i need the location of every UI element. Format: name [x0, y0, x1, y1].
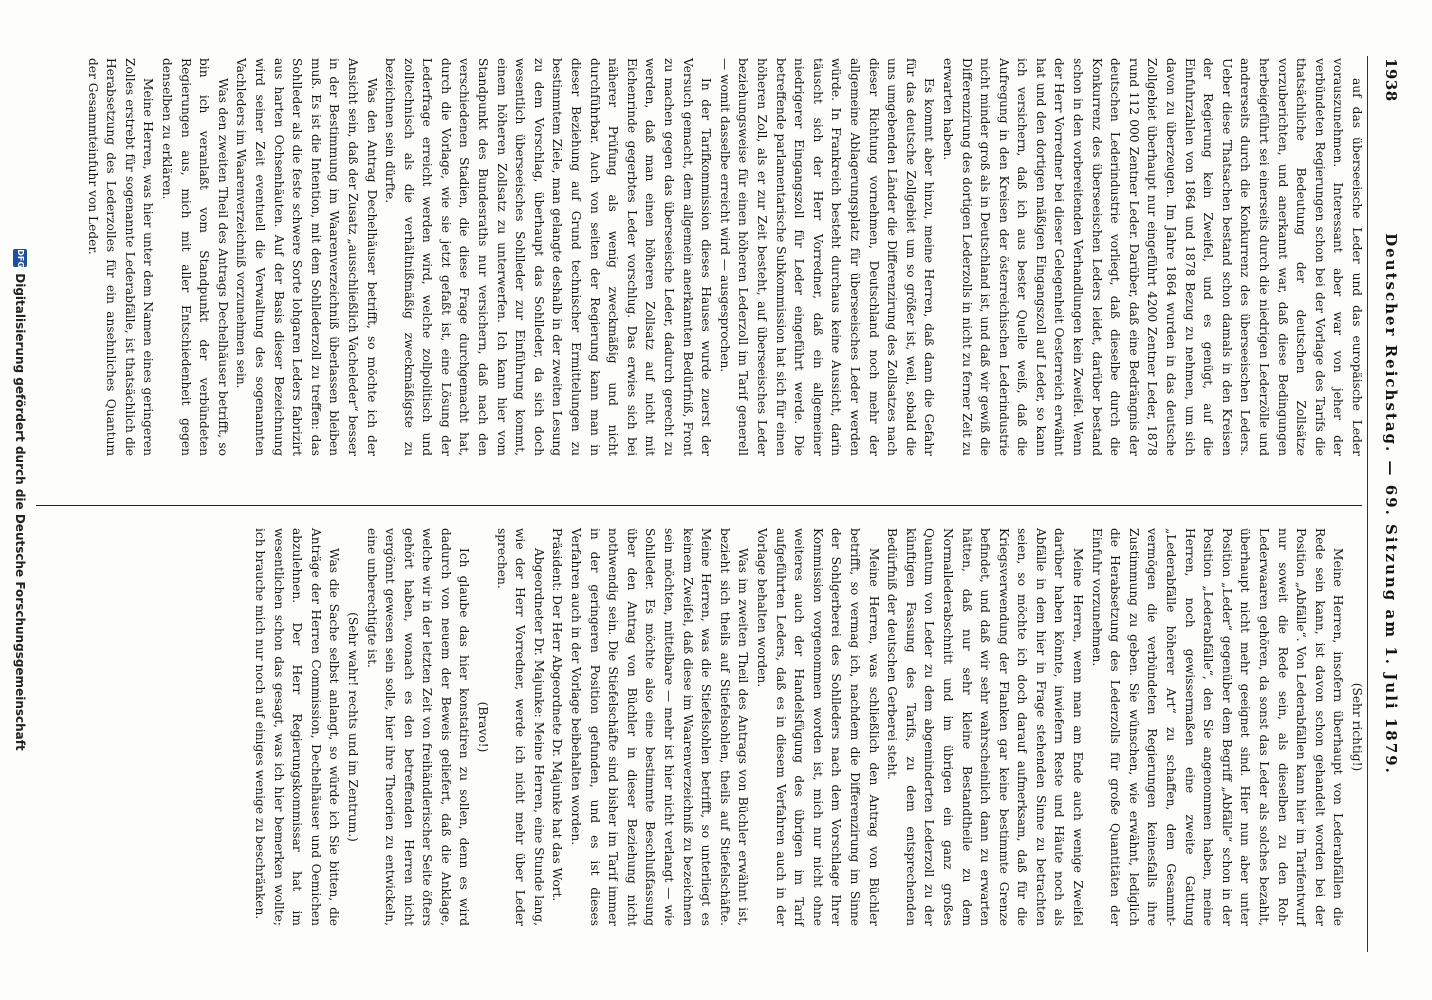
page-header	[1376, 58, 1400, 950]
paragraph: Was im zweiten Theil des Antrags von Büchler erwähnt ist, bezieht sich theils auf Stiefelsohlen, theils auf Stiefelschäfte. Meine Herren, was die Stiefelsohlen betrifft, so unterliegt es keinem Zweifel, daß diese im Waarenverzeichniß zu bezeichnen sein möchten, mittelbare — mehr ist hier nicht verlangt — wie Sohlleder. Es möchte also eine bestimmte Beschlußfassung über den Antrag von Büchler in dieser Beziehung nicht nothwendig sein. Die Stiefelschäfte sind bisher im Tarif immer in der geringeren Position gefunden, und es ist dieses Verfahren auch in der Vorlage beibehalten worden.	[569, 528, 751, 926]
interjection: (Sehr wahr! rechts und im Zentrum.)	[345, 612, 360, 842]
paragraph: In der Tarifkommission dieses Hauses wurde zuerst der Versuch gemacht, dem allgemein anerkannten Bedürfniß, Front zu machen gegen das überseeische Leder, dadurch gerecht zu werden, daß man einen höheren Zollsatz auf nicht mit Eichenrinde gegerbtes Leder vorschlug. Das erwies sich bei näherer Prüfung als wenig zweckmäßig und nicht durchführbar. Auch von seiten der Regierung kann man in dieser Beziehung auf Grund technischer Ermittelungen zu bestimmtem Ziele, man gelangte deshalb in der zweiten Lesung zu dem Vorschlag, überhaupt das Sohlleder, da sich doch wesentlich überseeisches Sohlleder zur Einführung kommt, einem höheren Zollsatz zu unterwerfen. Ich kann hier vom Standpunkt des Bundesraths nur versichern, daß nach den verschiedenen Stadien, die diese Frage durchgemacht hat, durch die Vorlage, wie sie jetzt gefaßt ist, eine Lösung der Lederfrage erreicht werden wird, welche zollpolitisch und zolltechnisch als die verhältnißmäßig zweckmäßigste zu bezeichnen sein dürfte.	[383, 58, 714, 456]
paragraph: Es kommt aber hinzu, meine Herren, daß dann die Gefahr für das deutsche Zollgebiet um so größer ist, weil, sobald die uns umgebenden Länder die Differenzirung des Zollsatzes nach dieser Richtung vornehmen, Deutschland noch mehr der allgemeine Ablagerungsplatz für überseeisches Leder werden würde. In Frankreich besteht durchaus keine Aussicht, darin täuscht sich der Herr Vorredner, daß ein allgemeiner niedrigerer Eingangszoll für Leder eingeführt werde. Die betreffende parlamentarische Subkommission hat sich für einen höheren Zoll, als er zur Zeit besteht, auf überseeisches Leder beziehungsweise für einen höheren Lederzoll im Tarif generell — womit dasselbe erreicht wird — ausgesprochen.	[717, 58, 937, 457]
paragraph: Ich glaube das hier konstatiren zu sollen, denn es wird dadurch von neuem der Beweis geliefert, daß die Anklage, welche wir in der letzten Zeit von freihändlerischer Seite öfters gehört haben, wonach es den betreffenden Herren nicht vergönnt gewesen sein solle, hier ihre Theorien zu entwickeln, eine unberechtigte ist.	[364, 528, 472, 926]
paragraph: auf das überseeische Leder und das europäische Leder vorauszunehmen. Interessant aber war von jeher der verbündeten Regierungen schon bei der Vorlage des Tarifs die thatsächliche Bedeutung der deutschen Zollsätze vorzuberichten, und anerkannt war, daß diese Bedingungen herbeigeführt sei einerseits durch die niedrigen Lederzölle und andrerseits durch die Konkurrenz des überseeischen Leders. Ueber diese Thatsachen bestand schon damals in den Kreisen der Regierung kein Zweifel, und es genügt, auf die Einfuhrzahlen von 1864 und 1878 Bezug zu nehmen, um sich davon zu überzeugen. Im Jahre 1864 wurden in das deutsche Zollgebiet überhaupt nur eingeführt 4200 Zentner Leder, 1878 rund 112 000 Zentner Leder. Darüber, daß eine Bedrängnis der deutschen Lederindustrie vorliegt, daß dieselbe durch die Konkurrenz des überseeischen Leders leidet, darüber bestand schon in den vorbereitenden Verhandlungen kein Zweifel. Wenn der Herr Vorredner bei dieser Gelegenheit Oesterreich erwähnt hat und den dortigen mäßigen Eingangszoll auf Leder, so kann ich versichern, daß ich aus bester Quelle weiß, daß die Aufregung in den Kreisen der österreichischen Lederindustrie nicht minder groß als in Deutschland ist, und daß wir gewiß die Differenzirung des dortigen Lederzolls in nicht zu ferner Zeit zu erwarten haben.	[940, 58, 1364, 456]
paragraph: Was den zweiten Theil des Antrags Dechelhäuser betrifft, so bin ich veranlaßt vom Standpunkt der verbündeten Regierungen aus, mich mit aller Entschiedenheit gegen denselben zu erklären.	[160, 58, 230, 456]
paragraph: Meine Herren, was schließlich den Antrag von Büchler betrifft, so vermag ich, nachdem die Differenzirung im Sinne der Sohlgerberei des Sohlleders nach dem Vorschlage Ihrer Kommission vorgenommen worden ist, mich nur nicht ohne weiteres auch der Handelsfügung des übrigen im Tarif aufgeführten Leders, daß es in diesem Verfahren auch in der Vorlage behalten worden.	[755, 528, 881, 926]
paragraph: Abgeordneter Dr. Majunke: Meine Herren, eine Stunde lang, wie der Herr Vorredner, werde ich nicht mehr über Leder sprechen.	[494, 528, 546, 926]
page-title: Deutscher Reichstag. — 69. Sitzung am 1. Juli 1879.	[1382, 233, 1400, 775]
paragraph: Was die Sache selbst anlangt, so würde ich Sie bitten, die Anträge der Herren Commission, Dechelhäuser und Oemichen abzulehnen. Der Herr Regierungskommissar hat im wesentlichen schon das gesagt, was ich hier bemerken wollte; ich brauche mich nur noch auf einiges wenige zu beschränken.	[252, 528, 342, 926]
speaker-line: Präsident: Der Herr Abgeordnete Dr. Majunke hat das Wort.	[550, 528, 565, 902]
interjection: (Bravo!)	[476, 701, 491, 753]
paragraph: Meine Herren, insofern überhaupt von Lederabfällen die Rede sein kann, ist davon schon gehandelt worden bei der Position „Abfälle“. Von Lederabfällen kann hier im Tarifentwurf nur soweit die Rede sein, als dieselben zu den Roh- Lederwaaren gehören, da sonst das Leder als solches bezahlt, überhaupt nicht mehr geeignet sind. Hier nun aber unter Position „Leder“ gegenüber dem Begriff „Abfälle“ schon in der Position „Lederabfälle“, den Sie angenommen haben, meine Herren, noch gewissermaßen eine zweite Gattung „Lederabfälle höherer Art“ zu schaffen, dem Gesammt- vermögen die verbündeten Regierungen keinesfalls ihre Zustimmung zu geben. Sie wünschen, wie erwähnt, lediglich die Herabsetzung des Lederzolls für große Quantitäten der Einfuhr vorzunehmen.	[1089, 528, 1346, 926]
left-column	[83, 58, 1366, 456]
header-rule	[1367, 56, 1368, 952]
page-number: 1938	[1382, 58, 1400, 102]
right-column	[250, 528, 1366, 926]
footer-text: Digitalisierung gefördert durch die Deutsche Forschungsgemeinschaft	[13, 273, 27, 751]
column-divider	[36, 505, 1362, 506]
paragraph: Meine Herren, wenn man am Ende auch wenige Zweifel darüber haben könnte, inwiefern Reste und Häute noch als Abfälle in dem hier in Frage stehenden Sinne zu betrachten seien, so möchte ich doch darauf aufmerksam, daß für die Kriegsverwendung der Flanken gar keine bestimmte Grenze befindet, und daß wir sehr wahrscheinlich dann zu erwarten hätten, daß nur sehr kleine Bestandtheile zu dem Normallederabschnitt und im übrigen ein ganz großes Quantum von Leder zu dem abgeminderten Lederzoll zu der künftigen Fassung des Tarifs, zu dem entsprechenden Bedürfniß der deutschen Gerberei steht.	[885, 528, 1086, 926]
footer	[10, 10, 30, 990]
paragraph: Was den Antrag Dechelhäuser betrifft, so möchte ich der Ansicht sein, daß der Zusatz „ausschließlich Vacheleder“ besser in der Bestimmung im Waarenverzeichniß überlassen bleiben muß. Es ist die Intention, mit dem Sohllederzoll zu treffen: das Sohlleder als die feste schwere Sorte lohgaren Leders fabrizirt aus harten Ochsenhäuten. Auf der Basis dieser Bezeichnung wird seiner Zeit eventuell die Verwaltung des sogenannten Vachleders im Waarenverzeichniß vorzunehmen sein.	[234, 58, 379, 456]
dfg-logo: DFG	[13, 249, 27, 267]
interjection: (Sehr richtig!)	[1350, 682, 1364, 772]
paragraph: Meine Herren, was hier unter dem Namen eines geringeren Zolles erstrebt für sogenannte Lederabfälle, ist thatsächlich die Herabsetzung des Lederzolles für ein ansehnliches Quantum der Gesammteinfuhr von Leder.	[85, 58, 156, 456]
